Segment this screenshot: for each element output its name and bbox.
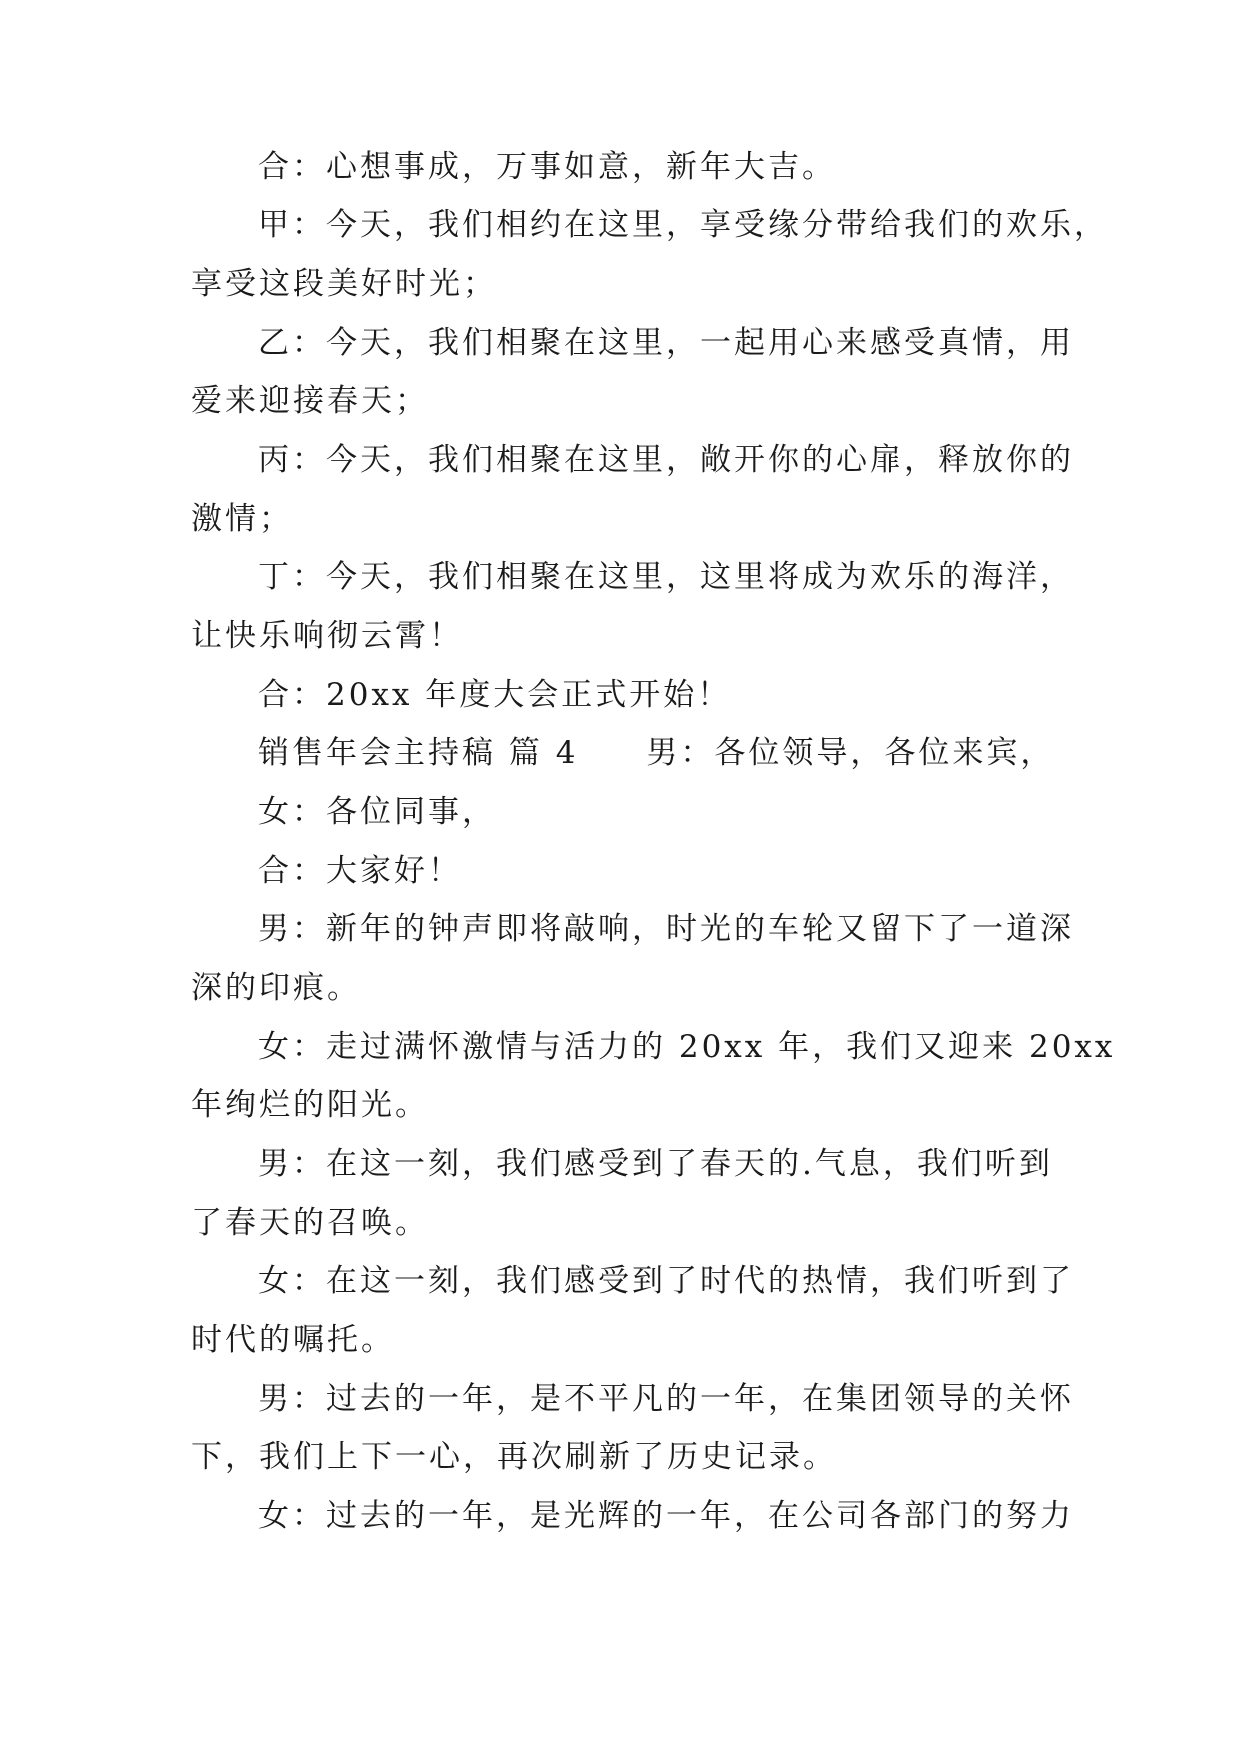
text-line: 乙：今天，我们相聚在这里，一起用心来感受真情，用 <box>258 325 1074 361</box>
text-line: 合：20xx 年度大会正式开始！ <box>258 677 732 713</box>
text-line: 男：过去的一年，是不平凡的一年，在集团领导的关怀 <box>258 1381 1074 1417</box>
text-line: 合：大家好！ <box>258 853 462 889</box>
text-line: 合：心想事成，万事如意，新年大吉。 <box>258 149 836 185</box>
text-line: 女：在这一刻，我们感受到了时代的热情，我们听到了 <box>258 1263 1074 1299</box>
text-line: 丁：今天，我们相聚在这里，这里将成为欢乐的海洋， <box>258 559 1074 595</box>
text-line: 爱来迎接春天； <box>191 383 429 419</box>
text-line: 时代的嘱托。 <box>191 1322 395 1358</box>
text-line: 女：走过满怀激情与活力的 20xx 年，我们又迎来 20xx <box>258 1029 1116 1065</box>
text-line: 男：在这一刻，我们感受到了春天的.气息，我们听到 <box>258 1146 1053 1182</box>
text-line: 销售年会主持稿 篇 4 男：各位领导，各位来宾， <box>258 735 1055 771</box>
text-line: 女：过去的一年，是光辉的一年，在公司各部门的努力 <box>258 1498 1074 1534</box>
text-line: 下，我们上下一心，再次刷新了历史记录。 <box>191 1439 837 1475</box>
text-line: 了春天的召唤。 <box>191 1205 429 1241</box>
text-line: 享受这段美好时光； <box>191 266 497 302</box>
text-line: 甲：今天，我们相约在这里，享受缘分带给我们的欢乐， <box>258 207 1108 243</box>
text-line: 男：新年的钟声即将敲响，时光的车轮又留下了一道深 <box>258 911 1074 947</box>
text-line: 激情； <box>191 501 293 537</box>
text-line: 让快乐响彻云霄！ <box>191 618 463 654</box>
text-line: 丙：今天，我们相聚在这里，敞开你的心扉，释放你的 <box>258 442 1074 478</box>
text-line: 女：各位同事， <box>258 794 496 830</box>
text-line: 深的印痕。 <box>191 970 361 1006</box>
text-line: 年绚烂的阳光。 <box>191 1087 429 1123</box>
